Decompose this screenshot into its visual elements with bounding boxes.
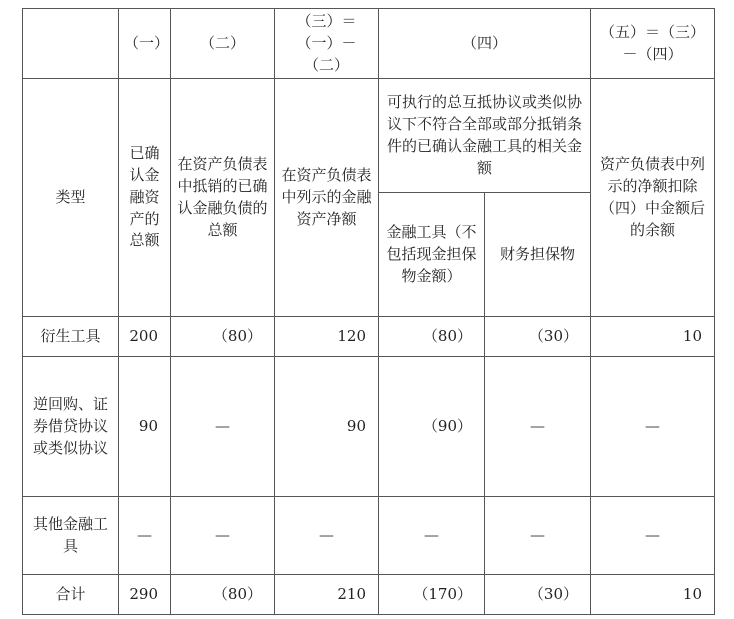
header-col4b-desc: 财务担保物 [485,193,591,317]
header-col5-code: （五）＝（三）－（四） [591,9,715,79]
table-row [23,357,715,497]
header-col4-desc: 可执行的总互抵协议或类似协议下不符合全部或部分抵销条件的已确认金融工具的相关金额 [379,79,591,193]
cell-col5: 10 [591,575,715,615]
cell-col3: 90 [275,357,379,497]
header-col4a-desc: 金融工具（不包括现金担保物金额） [379,193,485,317]
header-col5-desc: 资产负债表中列示的净额扣除（四）中金额后的余额 [591,79,715,317]
header-col3-desc: 在资产负债表中列示的金融资产净额 [275,79,379,317]
cell-col2: （80） [171,317,275,357]
cell-col2: （80） [171,575,275,615]
cell-col3: 120 [275,317,379,357]
cell-col1: 90 [119,357,171,497]
cell-col4b: （30） [485,317,591,357]
cell-col4a: — [379,497,485,575]
financial-instruments-offsetting-table [22,8,715,615]
cell-col4b: （30） [485,575,591,615]
header-col1-code: （一） [119,9,171,79]
cell-col4a: （80） [379,317,485,357]
cell-col2: — [171,497,275,575]
header-col2-code: （二） [171,9,275,79]
cell-col1: 290 [119,575,171,615]
cell-col3: — [275,497,379,575]
cell-col5: — [591,497,715,575]
cell-col5: — [591,357,715,497]
table-row-total [23,575,715,615]
row-type: 逆回购、证券借贷协议或类似协议 [23,357,119,497]
row-type: 合计 [23,575,119,615]
row-type: 其他金融工具 [23,497,119,575]
cell-col4a: （90） [379,357,485,497]
cell-col4a: （170） [379,575,485,615]
cell-col1: 200 [119,317,171,357]
row-type: 衍生工具 [23,317,119,357]
cell-col2: — [171,357,275,497]
table-row [23,317,715,357]
header-col4-code: （四） [379,9,591,79]
cell-col1: — [119,497,171,575]
header-blank [23,9,119,79]
cell-col4b: — [485,357,591,497]
cell-col4b: — [485,497,591,575]
header-col1-desc: 已确认金融资产的总额 [119,79,171,317]
table-row [23,497,715,575]
header-row-formula [23,9,715,79]
header-col3-code: （三）＝（一）－（二） [275,9,379,79]
offsetting-table-container [22,8,714,610]
header-row-description [23,79,715,193]
cell-col3: 210 [275,575,379,615]
header-col2-desc: 在资产负债表中抵销的已确认金融负债的总额 [171,79,275,317]
header-type: 类型 [23,79,119,317]
cell-col5: 10 [591,317,715,357]
